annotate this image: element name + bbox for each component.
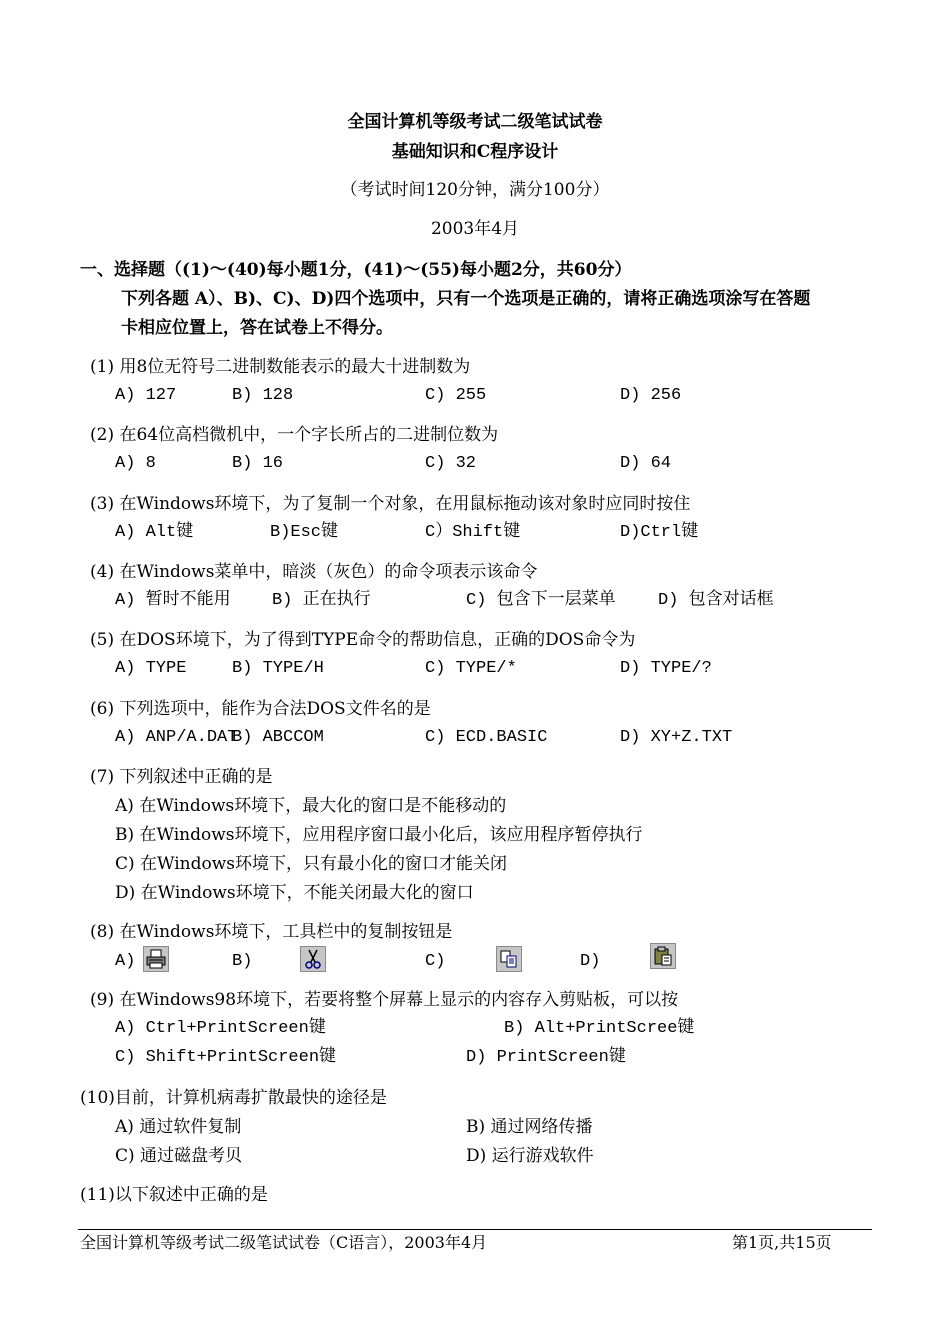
scissors-icon bbox=[300, 946, 326, 972]
option-a: A) 暂时不能用 bbox=[115, 591, 231, 610]
option-a: A) bbox=[115, 952, 136, 971]
option-d: D)Ctrl键 bbox=[620, 523, 699, 542]
exam-info: （考试时间120分钟，满分100分） bbox=[340, 180, 610, 200]
section-instruction: 卡相应位置上，答在试卷上不得分。 bbox=[121, 318, 393, 338]
question-10: (10)目前，计算机病毒扩散最快的途径是 bbox=[80, 1088, 387, 1108]
option-d: D) 在Windows环境下，不能关闭最大化的窗口 bbox=[115, 883, 474, 903]
option-c: C) 在Windows环境下，只有最小化的窗口才能关闭 bbox=[115, 854, 507, 874]
page-subtitle: 基础知识和C程序设计 bbox=[391, 142, 559, 162]
question-1: (1) 用8位无符号二进制数能表示的最大十进制数为 bbox=[90, 357, 471, 377]
option-b: B) 正在执行 bbox=[272, 591, 371, 610]
option-d: D) XY+Z.TXT bbox=[620, 728, 733, 747]
copy-icon bbox=[496, 946, 522, 972]
option-c: C) Shift+PrintScreen键 bbox=[115, 1048, 337, 1067]
option-d: D) 64 bbox=[620, 454, 672, 473]
section-heading: 一、选择题（(1)～(40)每小题1分，(41)～(55)每小题2分，共60分） bbox=[80, 260, 632, 280]
question-3: (3) 在Windows环境下，为了复制一个对象，在用鼠标拖动该对象时应同时按住 bbox=[90, 494, 691, 514]
footer-left: 全国计算机等级考试二级笔试试卷（C语言），2003年4月 bbox=[80, 1233, 488, 1252]
option-b: B) TYPE/H bbox=[232, 659, 324, 678]
option-c: C) 通过磁盘考贝 bbox=[115, 1146, 243, 1166]
option-d: D) 运行游戏软件 bbox=[466, 1146, 594, 1166]
option-c: C) ECD.BASIC bbox=[425, 728, 548, 747]
option-c: C) bbox=[425, 952, 446, 971]
option-b: B) ABCCOM bbox=[232, 728, 324, 747]
question-7: (7) 下列叙述中正确的是 bbox=[90, 767, 273, 787]
footer-divider bbox=[78, 1229, 872, 1230]
section-instruction: 下列各题 A）、B)、C)、D)四个选项中，只有一个选项是正确的，请将正确选项涂写在答题 bbox=[121, 289, 811, 309]
option-a: A) ANP/A.DAT bbox=[115, 728, 238, 747]
option-c: C) 包含下一层菜单 bbox=[466, 591, 616, 610]
option-b: B) Alt+PrintScree键 bbox=[504, 1019, 695, 1038]
option-a: A) Alt键 bbox=[115, 523, 194, 542]
page-title: 全国计算机等级考试二级笔试试卷 bbox=[347, 112, 603, 132]
question-8: (8) 在Windows环境下，工具栏中的复制按钮是 bbox=[90, 922, 453, 942]
option-a: A) 127 bbox=[115, 386, 177, 405]
paste-icon bbox=[650, 943, 676, 969]
option-c: C) 255 bbox=[425, 386, 487, 405]
question-6: (6) 下列选项中，能作为合法DOS文件名的是 bbox=[90, 699, 431, 719]
question-9: (9) 在Windows98环境下，若要将整个屏幕上显示的内容存入剪贴板，可以按 bbox=[90, 990, 679, 1010]
printer-icon bbox=[143, 946, 169, 972]
option-b: B) 通过网络传播 bbox=[466, 1117, 593, 1137]
option-b: B) 16 bbox=[232, 454, 284, 473]
option-c: C) 32 bbox=[425, 454, 477, 473]
option-c: C) TYPE/* bbox=[425, 659, 517, 678]
question-2: (2) 在64位高档微机中，一个字长所占的二进制位数为 bbox=[90, 425, 499, 445]
option-c: C）Shift键 bbox=[425, 523, 521, 542]
option-b: B) bbox=[232, 952, 253, 971]
exam-date: 2003年4月 bbox=[430, 219, 520, 239]
option-a: A) TYPE bbox=[115, 659, 187, 678]
option-a: A) Ctrl+PrintScreen键 bbox=[115, 1019, 326, 1038]
option-d: D) 256 bbox=[620, 386, 682, 405]
option-a: A) 通过软件复制 bbox=[115, 1117, 242, 1137]
option-d: D) bbox=[580, 952, 601, 971]
option-a: A) 在Windows环境下，最大化的窗口是不能移动的 bbox=[115, 796, 507, 816]
option-b: B)Esc键 bbox=[270, 523, 339, 542]
question-11: (11)以下叙述中正确的是 bbox=[80, 1185, 268, 1205]
option-b: B) 在Windows环境下，应用程序窗口最小化后，该应用程序暂停执行 bbox=[115, 825, 643, 845]
question-5: (5) 在DOS环境下，为了得到TYPE命令的帮助信息，正确的DOS命令为 bbox=[90, 630, 636, 650]
option-d: D) TYPE/? bbox=[620, 659, 712, 678]
footer-page-number: 第1页,共15页 bbox=[732, 1233, 832, 1252]
option-d: D) PrintScreen键 bbox=[466, 1048, 626, 1067]
option-d: D) 包含对话框 bbox=[658, 591, 774, 610]
option-a: A) 8 bbox=[115, 454, 156, 473]
question-4: (4) 在Windows菜单中，暗淡（灰色）的命令项表示该命令 bbox=[90, 562, 538, 582]
option-b: B) 128 bbox=[232, 386, 294, 405]
